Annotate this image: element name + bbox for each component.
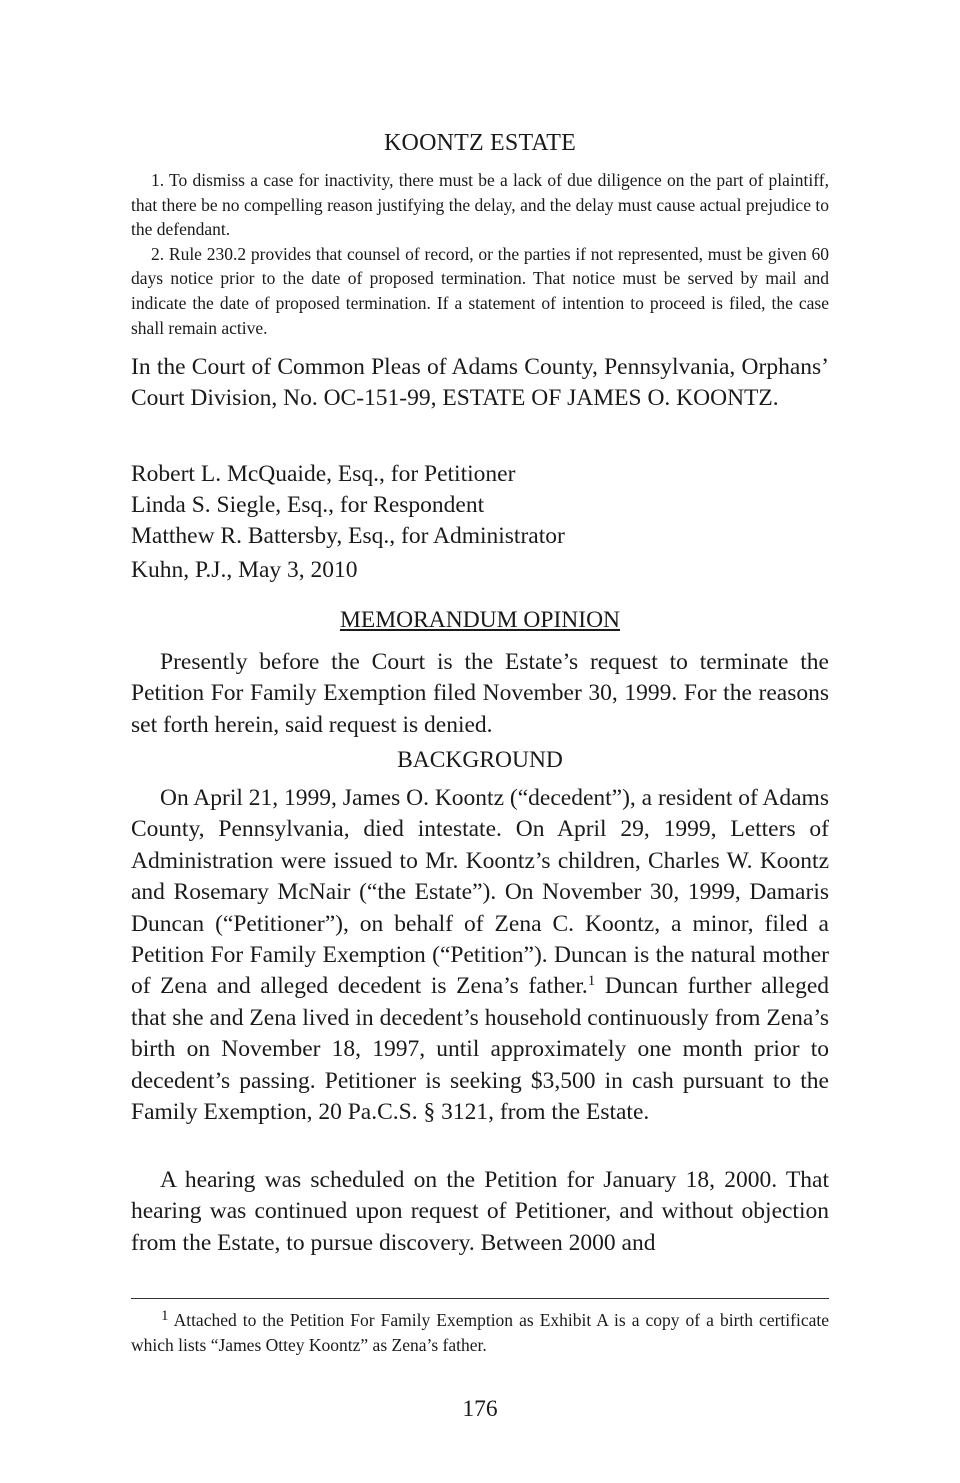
document-page [131, 0, 829, 1483]
headnote-2: 2. Rule 230.2 provides that counsel of record, or the parties if not represented, must be given 60 days notice prior to the date of proposed termination. That notice must be served by mail and indicate the date of proposed termination. If a statement of intention to proceed is filed, the case shall remain active. [131, 243, 829, 338]
paragraph-1-text-b: Duncan further alleged that she and Zena lived in decedent’s household continuously from Zena’s birth on November 18, 1997, until approximately one month prior to decedent’s passing. Petitioner is seeking $3,500 in cash pursuant to the Family Exemption, 20 Pa.C.S. § 3121, from the Estate. [131, 973, 829, 1126]
footnote-divider [131, 1298, 829, 1299]
case-caption: In the Court of Common Pleas of Adams County, Pennsylvania, Orphans’ Court Division, No. OC-151-99, ESTATE OF JAMES O. KOONTZ. [131, 354, 829, 412]
footnote-text: Attached to the Petition For Family Exemption as Exhibit A is a copy of a birth certificate which lists “James Ottey Koontz” as Zena’s father. [131, 1310, 829, 1355]
running-head: KOONTZ ESTATE [384, 130, 576, 156]
paragraph-1-text-a: On April 21, 1999, James O. Koontz (“decedent”), a resident of Adams County, Pennsylvania, died intestate. On April 29, 1999, Letters of Administration were issued to Mr. Koontz’s children, Charles W. Koontz and Rosemary McNair (“the Estate”). On November 30, 1999, Damaris Duncan (“Petitioner”), on behalf of Zena C. Koontz, a minor, filed a Petition For Family Exemption (“Petition”). Duncan is the natural mother of Zena and alleged decedent is Zena’s father. [131, 785, 829, 1000]
footnote-reference: 1 [587, 973, 596, 990]
background-heading: BACKGROUND [397, 747, 563, 773]
intro-paragraph: Presently before the Court is the Estate’s request to terminate the Petition For Family Exemption filed November 30, 1999. For the reasons set forth herein, said request is denied. [131, 649, 829, 738]
counsel-petitioner: Robert L. McQuaide, Esq., for Petitioner [131, 461, 516, 487]
memorandum-title: MEMORANDUM OPINION [339, 607, 621, 633]
background-paragraph-1 [131, 783, 829, 1128]
judge-date: Kuhn, P.J., May 3, 2010 [131, 557, 358, 583]
headnotes [131, 168, 829, 340]
headnote-1: 1. To dismiss a case for inactivity, there must be a lack of due diligence on the part of plaintiff, that there be no compelling reason justifying the delay, and the delay must cause actual prejudice to the defendant. [131, 170, 829, 240]
footnote-number: 1 [161, 1308, 169, 1324]
counsel-administrator: Matthew R. Battersby, Esq., for Administrator [131, 523, 565, 549]
counsel-respondent: Linda S. Siegle, Esq., for Respondent [131, 492, 485, 518]
page-number: 176 [462, 1396, 498, 1422]
counsel-list [131, 459, 829, 552]
background-paragraph-2: A hearing was scheduled on the Petition for January 18, 2000. That hearing was continued upon request of Petitioner, and without objection from the Estate, to pursue discovery. Between 2000 and [131, 1167, 829, 1256]
footnote [131, 1308, 829, 1358]
